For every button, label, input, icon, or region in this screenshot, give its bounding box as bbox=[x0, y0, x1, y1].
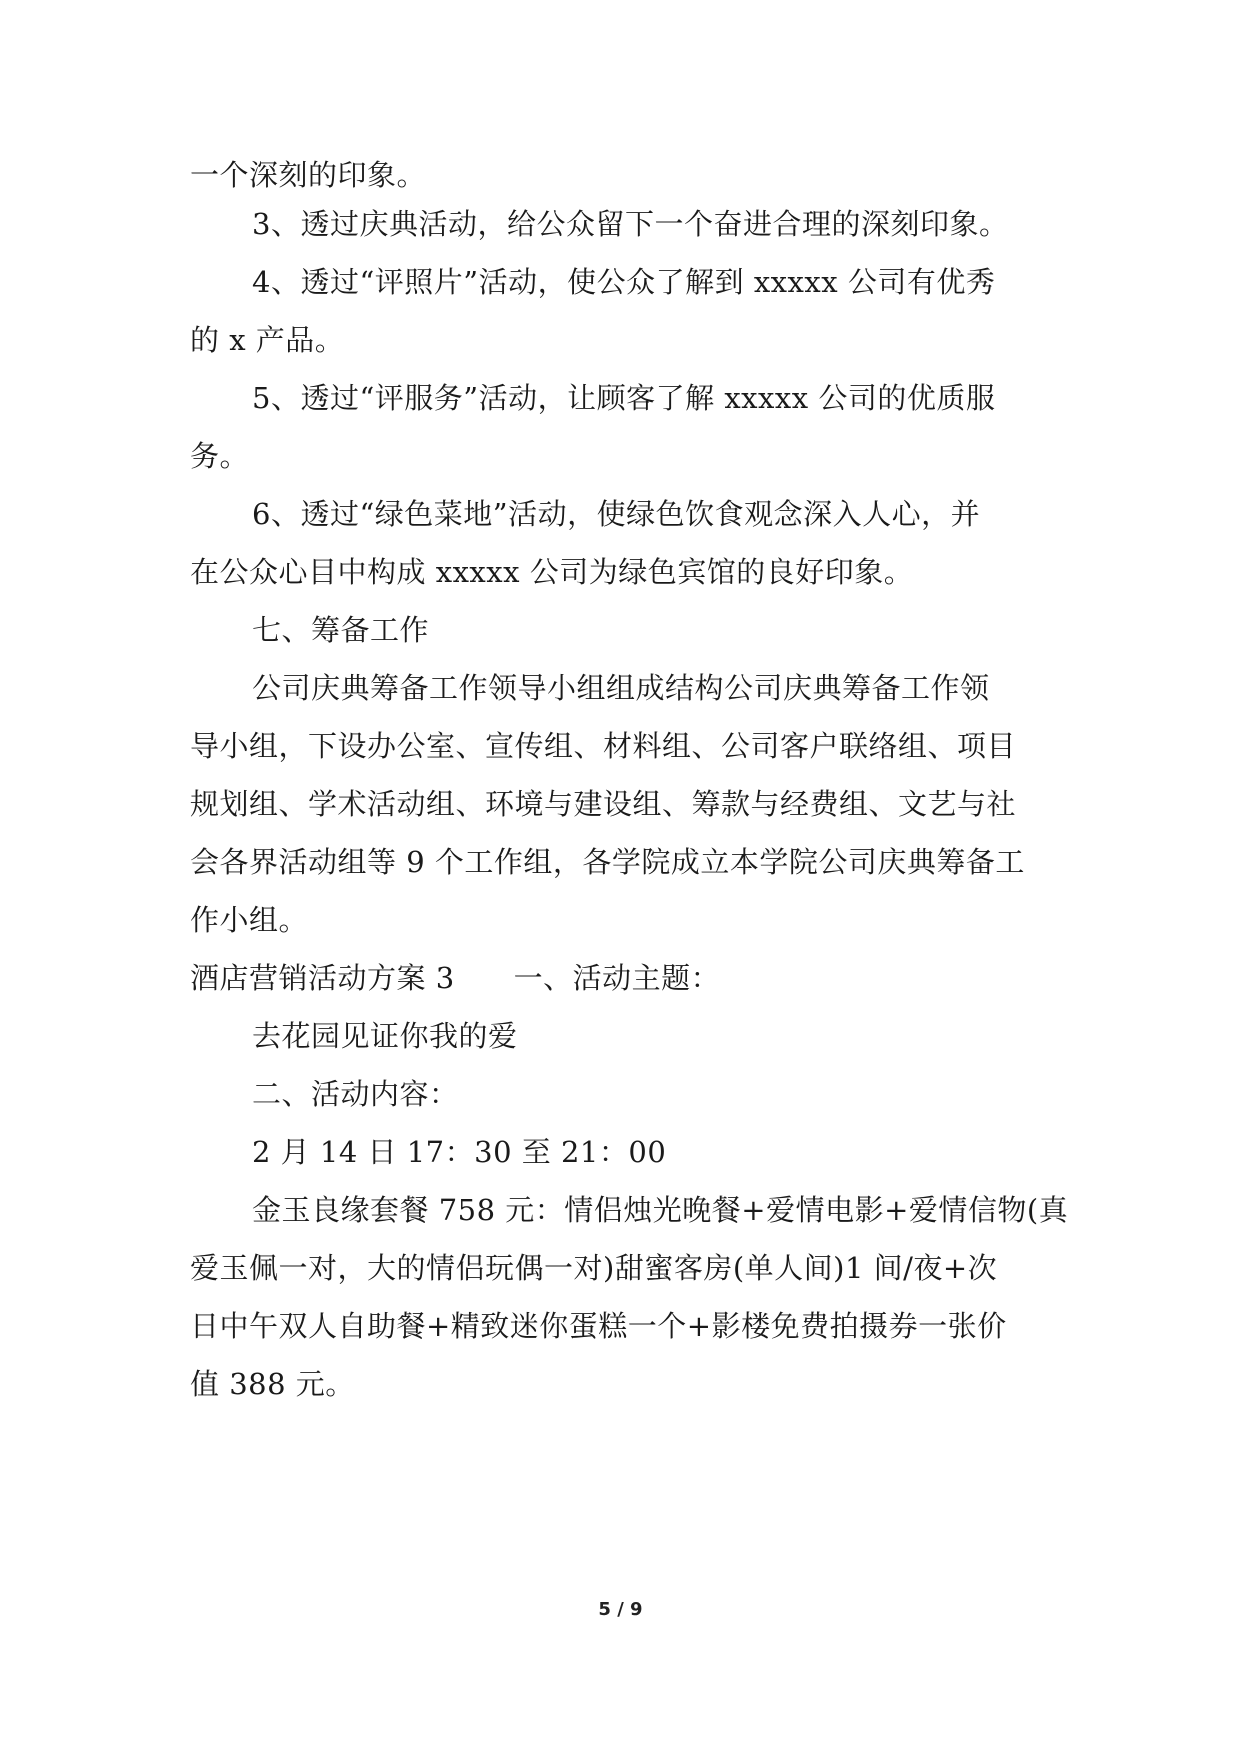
text-line: 金玉良缘套餐 758 元：情侣烛光晚餐+爱情电影+爱情信物(真 bbox=[252, 1193, 1069, 1227]
text-line: 3、透过庆典活动，给公众留下一个奋进合理的深刻印象。 bbox=[252, 207, 1009, 241]
section-heading: 二、活动内容： bbox=[252, 1077, 459, 1111]
text-line: 日中午双人自助餐+精致迷你蛋糕一个+影楼免费拍摄券一张价 bbox=[190, 1309, 1007, 1343]
section-heading: 七、筹备工作 bbox=[252, 613, 430, 647]
text-line: 务。 bbox=[190, 439, 250, 473]
text-line: 2 月 14 日 17：30 至 21：00 bbox=[252, 1135, 667, 1169]
text-line: 会各界活动组等 9 个工作组，各学院成立本学院公司庆典筹备工 bbox=[190, 845, 1025, 879]
text-line: 公司庆典筹备工作领导小组组成结构公司庆典筹备工作领 bbox=[252, 671, 990, 705]
text-line: 爱玉佩一对，大的情侣玩偶一对)甜蜜客房(单人间)1 间/夜+次 bbox=[190, 1251, 998, 1285]
text-line: 去花园见证你我的爱 bbox=[252, 1019, 518, 1053]
section-title: 酒店营销活动方案 3 一、活动主题： bbox=[190, 961, 721, 995]
page-number: 5 / 9 bbox=[598, 1599, 643, 1620]
text-line: 5、透过“评服务”活动，让顾客了解 xxxxx 公司的优质服 bbox=[252, 381, 996, 415]
text-line: 6、透过“绿色菜地”活动，使绿色饮食观念深入人心，并 bbox=[252, 497, 981, 531]
text-line: 值 388 元。 bbox=[190, 1367, 355, 1401]
text-line: 4、透过“评照片”活动，使公众了解到 xxxxx 公司有优秀 bbox=[252, 265, 996, 299]
text-line: 一个深刻的印象。 bbox=[190, 158, 427, 192]
text-line: 的 x 产品。 bbox=[190, 323, 345, 357]
text-line: 规划组、学术活动组、环境与建设组、筹款与经费组、文艺与社 bbox=[190, 787, 1017, 821]
text-line: 导小组，下设办公室、宣传组、材料组、公司客户联络组、项目 bbox=[190, 729, 1017, 763]
text-line: 在公众心目中构成 xxxxx 公司为绿色宾馆的良好印象。 bbox=[190, 555, 914, 589]
text-line: 作小组。 bbox=[190, 903, 309, 937]
